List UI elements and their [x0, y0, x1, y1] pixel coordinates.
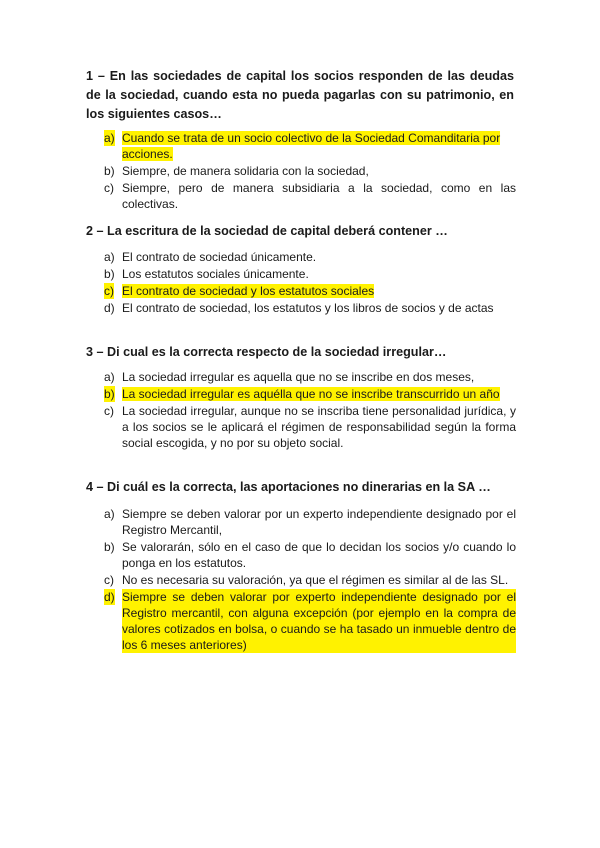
option-text: El contrato de sociedad, los estatutos y los libros de socios y de actas — [122, 301, 494, 315]
option-text: La sociedad irregular, aunque no se inscriba tiene personalidad jurídica, y a los socios se le aplicará el régimen de responsabilidad según la forma social escogida, y no por su objeto social. — [122, 404, 516, 450]
option-letter: a) — [104, 250, 115, 264]
option-text: La sociedad irregular es aquella que no se inscribe en dos meses, — [122, 370, 475, 384]
option-text: La sociedad irregular es aquélla que no se inscribe transcurrido un año — [122, 387, 500, 401]
question-1-options — [86, 130, 516, 213]
option-letter: a) — [104, 370, 115, 384]
option-text: Siempre, de manera solidaria con la sociedad, — [122, 164, 369, 178]
question-4-option-b — [86, 539, 516, 571]
question-1-option-a — [86, 130, 516, 162]
question-3-option-b — [86, 386, 516, 402]
question-4-options — [86, 506, 516, 654]
question-2-option-d — [86, 300, 516, 316]
option-text: El contrato de sociedad y los estatutos sociales — [122, 284, 375, 298]
option-text: El contrato de sociedad únicamente. — [122, 250, 317, 264]
question-4-option-c — [86, 572, 516, 588]
option-letter: b) — [104, 267, 115, 281]
option-letter: d) — [104, 301, 115, 315]
question-1-option-c — [86, 180, 516, 212]
question-1-title: 1 – En las sociedades de capital los socios responden de las deudas de la sociedad, cuando esta no pueda pagarlas con su patrimonio, en los siguientes casos… — [86, 69, 514, 121]
option-letter: c) — [104, 404, 114, 418]
question-2-option-c — [86, 283, 516, 299]
option-text: Los estatutos sociales únicamente. — [122, 267, 309, 281]
option-text: Se valorarán, sólo en el caso de que lo decidan los socios y/o cuando lo ponga en los estatutos. — [122, 540, 516, 570]
question-3-option-c — [86, 403, 516, 451]
option-text: No es necesaria su valoración, ya que el régimen es similar al de las SL. — [122, 573, 509, 587]
question-2-title: 2 – La escritura de la sociedad de capital deberá contener … — [86, 224, 448, 238]
option-letter: b) — [104, 387, 115, 401]
question-3-option-a — [86, 369, 516, 385]
question-2-option-a — [86, 249, 516, 265]
option-letter: a) — [104, 507, 115, 521]
question-4-option-a — [86, 506, 516, 538]
option-letter: d) — [104, 590, 115, 604]
question-3-title: 3 – Di cual es la correcta respecto de la sociedad irregular… — [86, 345, 447, 359]
option-letter: b) — [104, 164, 115, 178]
option-letter: b) — [104, 540, 115, 554]
question-4-title: 4 – Di cuál es la correcta, las aportaciones no dinerarias en la SA … — [86, 480, 491, 494]
option-text: Siempre, pero de manera subsidiaria a la sociedad, como en las colectivas. — [122, 181, 516, 211]
option-text: Cuando se trata de un socio colectivo de la Sociedad Comanditaria por acciones. — [122, 131, 501, 161]
option-letter: a) — [104, 131, 115, 145]
option-letter: c) — [104, 284, 114, 298]
question-2-options — [86, 249, 516, 317]
question-3-options — [86, 369, 516, 452]
option-letter: c) — [104, 181, 114, 195]
option-text: Siempre se deben valorar por un experto independiente designado por el Registro Mercantil, — [122, 507, 516, 537]
option-text: Siempre se deben valorar por experto independiente designado por el Registro mercantil, con alguna excepción (por ejemplo en la compra de valores cotizados en bolsa, o cuando se ha tasado un inmueble dentro de los 6 meses anteriores) — [122, 590, 516, 652]
option-letter: c) — [104, 573, 114, 587]
question-1-option-b — [86, 163, 516, 179]
question-2-option-b — [86, 266, 516, 282]
question-4-option-d — [86, 589, 516, 653]
